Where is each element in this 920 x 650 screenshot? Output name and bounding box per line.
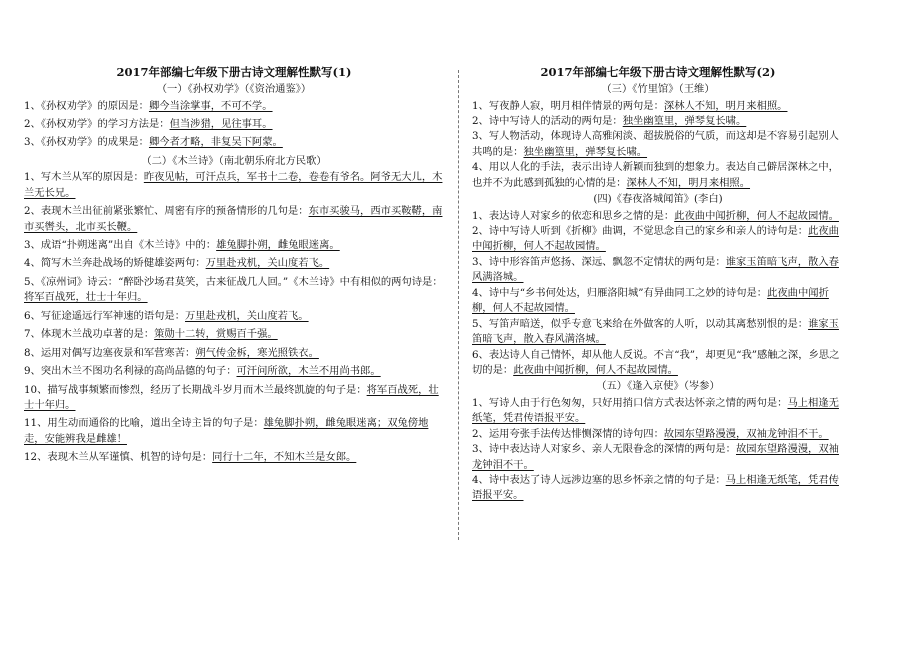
answer-text: 此夜曲中闻折柳，何人不起故园情。 [674, 209, 839, 222]
section-heading: (四)《春夜洛城闻笛》(李白) [593, 193, 723, 206]
page-title-left: 2017年部编七年级下册古诗文理解性默写(1) [116, 65, 352, 79]
left-column [24, 64, 444, 469]
answer-text: 雄兔脚扑朔，雌兔眼迷离；双兔傍地走，安能辨我是雌雄！ [24, 417, 429, 445]
right-sections [472, 82, 844, 504]
question-item [24, 256, 444, 271]
answer-text: 但当涉猎，见往事耳。 [169, 117, 273, 130]
question-item [472, 114, 844, 129]
section-heading: （二）《木兰诗》（南北朝乐府北方民歌） [141, 154, 327, 167]
question-item [472, 255, 844, 286]
answer-text: 将军百战死，壮士十年归。 [24, 383, 439, 411]
question-text: 3、写人物活动，体现诗人高雅闲淡、超拔脱俗的气质，而这却是不容易引起别人共鸣的是： [472, 130, 839, 158]
answer-text: 故园东望路漫漫，双袖龙钟泪不干。 [472, 443, 839, 471]
question-text: 5、《凉州词》诗云：“醉卧沙场君莫笑，古来征战几人回。”《木兰诗》中有相似的两句诗是： [24, 275, 443, 288]
question-text: 4、用以人化的手法，表示出诗人新颖而独到的想象力。表达自己僻居深林之中，也并不为此感到孤独的心情的是： [472, 161, 839, 189]
answer-text: 深林人不知，明月来相照。 [626, 176, 751, 189]
question-text: 2、诗中写诗人听到《折柳》曲调，不觉思念自己的家乡和亲人的诗句是： [472, 225, 809, 238]
right-column [472, 64, 844, 504]
answer-text: 谁家玉笛暗飞声，散入春风满洛城。 [472, 255, 839, 284]
section-heading: （五）《逢入京使》（岑参） [596, 380, 720, 393]
section-heading: （三）《竹里馆》（王维） [601, 83, 715, 96]
question-item [24, 364, 444, 379]
answer-text: 独坐幽篁里，弹琴复长啸。 [622, 114, 747, 127]
question-text: 2、诗中写诗人的活动的两句是： [472, 114, 623, 127]
answer-text: 可汗问所欲，木兰不用尚书郎。 [236, 365, 381, 378]
question-item [24, 99, 444, 114]
question-text: 4、简写木兰奔赴战场的矫健雄姿两句： [24, 257, 206, 270]
question-text: 3、成语“扑朔迷离”出自《木兰诗》中的： [24, 239, 217, 252]
answer-text: 昨夜见帖，可汗点兵，军书十二卷，卷卷有爷名。阿爷无大儿，木兰无长兄。 [24, 171, 443, 199]
question-text: 7、体现木兰战功卓著的是： [24, 328, 155, 341]
answer-text: 万里赴戎机，关山度若飞。 [185, 309, 309, 322]
answer-text: 马上相逢无纸笔，凭君传语报平安。 [472, 474, 839, 502]
answer-text: 东市买骏马，西市买鞍鞯，南市买辔头，北市买长鞭。 [24, 205, 443, 233]
question-text: 12、表现木兰从军谨慎、机智的诗句是： [24, 451, 213, 464]
answer-text: 同行十二年，不知木兰是女郎。 [212, 451, 357, 464]
question-item [472, 286, 844, 317]
question-item [472, 160, 844, 191]
answer-text: 此夜曲中闻折柳，何人不起故园情。 [513, 363, 678, 376]
question-text: 4、诗中与“乡书何处达，归雁洛阳城”有异曲同工之妙的诗句是： [472, 286, 768, 299]
answer-text: 独坐幽篁里，弹琴复长啸。 [523, 145, 648, 158]
answer-text: 将军百战死，壮士十年归。 [24, 291, 148, 304]
question-text: 1、表达诗人对家乡的依恋和思乡之情的是： [472, 209, 675, 222]
question-text: 5、写笛声暗送，似乎专意飞来给在外做客的人听，以动其离愁别恨的是： [472, 317, 809, 330]
question-text: 10、描写战事频繁而惨烈，经历了长期战斗岁月而木兰最终凯旋的句子是： [24, 383, 367, 396]
question-item [24, 238, 444, 253]
question-item [472, 396, 844, 427]
question-text: 2、运用夸张手法传达悱恻深情的诗句四： [472, 427, 664, 440]
question-item [472, 473, 844, 504]
question-item [472, 209, 844, 224]
question-text: 2、表现木兰出征前紧张繁忙、周密有序的预备情形的几句是： [24, 205, 309, 218]
question-text: 4、诗中表达了诗人远涉边塞的思乡怀亲之情的句子是： [472, 474, 726, 487]
left-sections [24, 82, 444, 466]
question-item [24, 416, 444, 447]
question-item [24, 327, 444, 342]
question-item [472, 129, 844, 160]
answer-text: 万里赴戎机，关山度若飞。 [205, 257, 330, 270]
question-item [472, 442, 844, 473]
question-text: 3、《孙权劝学》的成果是： [24, 136, 149, 149]
question-item [24, 346, 444, 361]
page-title-right: 2017年部编七年级下册古诗文理解性默写(2) [540, 65, 776, 79]
question-text: 11、用生动而通俗的比喻，道出全诗主旨的句子是： [24, 417, 264, 430]
question-text: 1、写诗人由于行色匆匆，只好用捎口信方式表达怀亲之情的两句是： [472, 396, 788, 409]
answer-text: 卿今者才略，非复吴下阿蒙。 [148, 136, 283, 149]
answer-text: 故园东望路漫漫，双袖龙钟泪不干。 [663, 427, 829, 440]
question-text: 3、诗中表达诗人对家乡、亲人无限眷念的深情的两句是： [472, 443, 736, 456]
question-text: 2、《孙权劝学》的学习方法是： [24, 117, 170, 130]
answer-text: 朔气传金柝，寒光照铁衣。 [195, 346, 319, 359]
question-item [472, 317, 844, 348]
question-text: 6、写征途遥远行军神速的语句是： [24, 309, 186, 322]
answer-text: 此夜曲中闻折柳，何人不起故园情。 [472, 225, 839, 253]
question-item [472, 427, 844, 442]
question-text: 1、写夜静人寂，明月相伴情景的两句是： [472, 99, 664, 112]
question-item [24, 309, 444, 324]
question-item [24, 383, 444, 414]
question-text: 8、运用对偶写边塞夜景和军营寒苦： [24, 346, 196, 359]
answer-text: 策勋十二转，赏赐百千强。 [154, 328, 278, 341]
question-item [472, 224, 844, 255]
answer-text: 卿今当涂掌事，不可不学。 [148, 99, 273, 112]
question-item [472, 99, 844, 114]
question-item [24, 117, 444, 132]
question-text: 6、表达诗人自己情怀，却从他人反说。不言“我”，却更见“我”感触之深，乡思之切的是： [472, 348, 840, 376]
question-text: 1、《孙权劝学》的原因是： [24, 99, 149, 112]
answer-text: 此夜曲中闻折柳，何人不起故园情。 [472, 286, 829, 315]
question-item [24, 275, 444, 306]
question-text: 3、诗中形容笛声悠扬、深远、飘忽不定情状的两句是： [472, 255, 726, 268]
question-text: 9、突出木兰不图功名利禄的高尚品德的句子： [24, 365, 237, 378]
question-item [24, 135, 444, 150]
question-text: 1、写木兰从军的原因是： [24, 171, 144, 184]
question-item [24, 204, 444, 235]
section-heading: （一）《孙权劝学》（《资治通鉴》） [156, 83, 312, 96]
column-divider [458, 70, 459, 540]
question-item [24, 450, 444, 465]
answer-text: 马上相逢无纸笔，凭君传语报平安。 [472, 396, 839, 425]
answer-text: 雄兔脚扑朔，雌兔眼迷离。 [216, 239, 340, 252]
answer-text: 深林人不知，明月来相照。 [663, 99, 788, 112]
question-item [24, 170, 444, 201]
question-item [472, 348, 844, 379]
answer-text: 谁家玉笛暗飞声，散入春风满洛城。 [472, 317, 839, 346]
